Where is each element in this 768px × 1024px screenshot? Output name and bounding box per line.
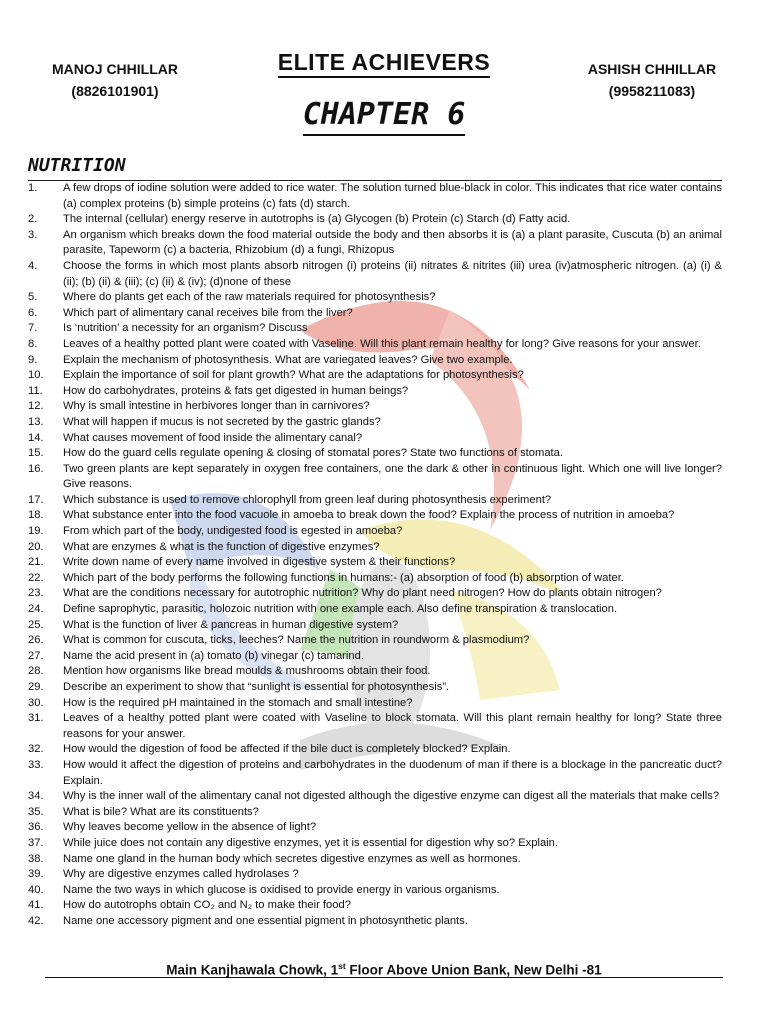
question-item [28,742,722,758]
question-number: 42. [28,914,44,927]
question-text: From which part of the body, undigested food is egested in amoeba? [63,525,403,538]
question-number: 4. [28,259,38,272]
question-item [28,836,722,852]
question-number: 29. [28,681,44,693]
question-number: 37. [28,836,44,849]
question-item [28,664,722,680]
question-number: 34. [28,790,44,803]
footer-address [0,961,768,978]
question-item [28,524,722,540]
question-text: The internal (cellular) energy reserve in autotrophs is (a) Glycogen (b) Protein (c) Starch (d) Fatty acid. [63,213,571,226]
question-text: Which substance is used to remove chlorophyll from green leaf during photosynthesis experiment? [63,493,552,506]
question-number: 32. [28,743,44,756]
question-number: 15. [28,447,44,460]
question-number: 3. [28,228,38,241]
question-text: How do autotrophs obtain CO₂ and N₂ to make their food? [63,899,351,912]
question-text: Name one gland in the human body which secretes digestive enzymes as well as hormones. [63,852,521,865]
question-text: Which part of alimentary canal receives bile from the liver? [63,306,353,319]
question-number: 16. [28,462,44,475]
question-number: 13. [28,415,44,428]
question-item [28,571,722,587]
question-number: 25. [28,618,44,631]
question-item [28,446,722,462]
section-title: NUTRITION [28,155,126,176]
question-item [28,353,722,369]
question-text: Write down name of every name involved in digestive system & their functions? [63,556,456,569]
question-number: 41. [28,899,44,912]
question-number: 9. [28,353,38,366]
chapter-title-wrap [0,97,768,132]
question-number: 8. [28,337,38,350]
question-text: How do carbohydrates, proteins & fats get digested in human beings? [63,384,409,397]
question-number: 36. [28,821,44,834]
question-number: 7. [28,322,38,335]
question-item [28,649,722,665]
question-text: Why is the inner wall of the alimentary canal not digested although the digestive enzyme can digest all the materials that make cells? [63,790,720,803]
question-text: What causes movement of food inside the alimentary canal? [63,431,363,444]
question-number: 2. [28,213,38,226]
question-number: 21. [28,556,44,569]
question-text: Choose the forms in which most plants absorb nitrogen (i) proteins (ii) nitrates & nitrites (iii) urea (iv)atmospheric nitrogen. (a) (i) & (ii); (b) (ii) & (iii); (c) (ii) & (iv); (d)none of these [63,259,722,288]
question-number: 17. [28,493,44,506]
question-item [28,384,722,400]
question-item [28,898,722,914]
question-text: Why is small intestine in herbivores longer than in carnivores? [63,400,370,413]
question-item [28,711,722,742]
question-number: 31. [28,712,44,725]
footer-text-2: Floor Above Union Bank, New Delhi -81 [345,962,602,978]
question-text: Which part of the body performs the following functions in humans:- (a) absorption of food (b) absorption of water. [63,571,624,584]
question-number: 5. [28,291,38,304]
left-phone: (8826101901) [71,83,159,99]
question-number: 22. [28,571,44,584]
question-item [28,805,722,821]
question-item [28,602,722,618]
question-item [28,212,722,228]
question-item [28,883,722,899]
right-phone: (9958211083) [608,83,696,99]
question-number: 12. [28,400,44,413]
question-number: 6. [28,306,38,319]
brand-title: ELITE ACHIEVERS [278,49,490,78]
question-text: What is common for cuscuta, ticks, leeches? Name the nutrition in roundworm & plasmodium? [63,634,530,647]
question-number: 20. [28,540,44,553]
question-item [28,306,722,322]
question-item [28,618,722,634]
question-text: A few drops of iodine solution were added to rice water. The solution turned blue-black in color. This indicates that rice water contains (a) complex proteins (b) simple proteins (c) fats (d) starch. [63,182,722,210]
question-number: 40. [28,883,44,896]
left-name: MANOJ CHHILLAR [52,61,178,77]
question-number: 18. [28,509,44,522]
question-text: Define saprophytic, parasitic, holozoic nutrition with one example each. Also define transpiration & translocation. [63,603,618,616]
question-text: Explain the mechanism of photosynthesis. What are variegated leaves? Give two example. [63,353,513,366]
question-number: 27. [28,649,44,662]
question-number: 28. [28,665,44,678]
question-number: 23. [28,587,44,600]
question-text: Why are digestive enzymes called hydrolases ? [63,868,299,881]
question-item [28,337,722,353]
question-number: 38. [28,852,44,865]
question-text: How is the required pH maintained in the stomach and small intestine? [63,696,413,709]
question-item [28,852,722,868]
footer-text-1: Main Kanjhawala Chowk, 1 [166,962,339,978]
question-text: Why leaves become yellow in the absence of light? [63,821,317,834]
question-item [28,399,722,415]
question-text: How would the digestion of food be affected if the bile duct is completely blocked? Explain. [63,743,511,756]
question-text: What are enzymes & what is the function of digestive enzymes? [63,540,380,553]
question-text: While juice does not contain any digestive enzymes, yet it is essential for digestion why so? Explain. [63,836,558,849]
question-number: 33. [28,758,44,771]
question-number: 24. [28,603,44,616]
header-right [572,58,732,102]
question-text: Name the two ways in which glucose is oxidised to provide energy in various organisms. [63,883,500,896]
question-text: Where do plants get each of the raw materials required for photosynthesis? [63,291,436,304]
footer-sup: st [338,961,346,971]
question-number: 10. [28,369,44,382]
question-item [28,914,722,930]
question-text: Mention how organisms like bread moulds & mushrooms obtain their food. [63,665,431,678]
question-number: 39. [28,868,44,881]
question-item [28,555,722,571]
question-item [28,431,722,447]
question-item [28,540,722,556]
question-number: 26. [28,634,44,647]
footer-rule [45,977,723,978]
question-item [28,867,722,883]
question-number: 30. [28,696,44,709]
question-text: How do the guard cells regulate opening & closing of stomatal pores? State two functions of stomata. [63,447,563,460]
right-name: ASHISH CHHILLAR [587,61,717,77]
question-text: What will happen if mucus is not secreted by the gastric glands? [63,415,381,428]
question-number: 14. [28,431,44,444]
question-item [28,586,722,602]
question-list [28,181,722,930]
question-item [28,290,722,306]
question-text: Is ‘nutrition’ a necessity for an organism? Discuss [63,322,308,335]
question-text: Name one accessory pigment and one essential pigment in photosynthetic plants. [63,914,468,927]
question-text: Leaves of a healthy potted plant were coated with Vaseline to block stomata. Will this plant remain healthy for long? State three reasons for your answer. [63,712,722,740]
question-item [28,181,722,212]
question-item [28,493,722,509]
question-text: Two green plants are kept separately in oxygen free containers, one the dark & other in continuous light. Which one will live longer? Give reasons. [63,462,722,491]
question-number: 19. [28,525,44,538]
question-number: 11. [28,384,43,397]
question-item [28,696,722,712]
question-item [28,259,722,290]
question-item [28,789,722,805]
question-text: What is bile? What are its constituents? [63,805,259,818]
question-item [28,321,722,337]
question-text: An organism which breaks down the food material outside the body and then absorbs it is (a) a plant parasite, Cuscuta (b) an animal parasite, Tapeworm (c) a bacteria, Rhizobium (d) a fungi, Rhizopus [63,228,722,257]
question-text: What are the conditions necessary for autotrophic nutrition? Why do plant need nitrogen? How do plants obtain nitrogen? [63,587,662,600]
question-item [28,680,722,696]
question-text: Leaves of a healthy potted plant were coated with Vaseline. Will this plant remain healthy for long? Give reasons for your answer. [63,337,701,350]
question-item [28,758,722,789]
question-text: Name the acid present in (a) tomato (b) vinegar (c) tamarind. [63,649,364,662]
question-text: What is the function of liver & pancreas in human digestive system? [63,618,399,631]
question-text: Describe an experiment to show that “sunlight is essential for photosynthesis”. [63,681,450,693]
question-text: Explain the importance of soil for plant growth? What are the adaptations for photosynthesis? [63,369,524,382]
question-number: 1. [28,182,38,194]
question-number: 35. [28,805,44,818]
question-item [28,462,722,493]
question-item [28,415,722,431]
question-text: What substance enter into the food vacuole in amoeba to break down the food? Explain the process of nutrition in amoeba? [63,509,675,522]
question-item [28,228,722,259]
question-item [28,368,722,384]
question-item [28,820,722,836]
question-text: How would it affect the digestion of proteins and carbohydrates in the duodenum of man if there is a blockage in the pancreatic duct? Explain. [63,758,722,787]
question-item [28,508,722,524]
question-item [28,633,722,649]
chapter-title: CHAPTER 6 [303,97,466,136]
